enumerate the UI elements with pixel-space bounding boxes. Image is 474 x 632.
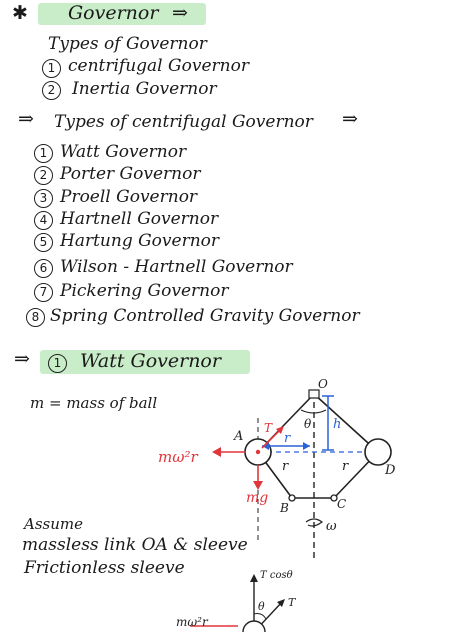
label-c: C [337, 497, 347, 511]
joint-b [289, 495, 295, 501]
label-r-left: r [282, 459, 289, 474]
centrifugal-item-6: Wilson - Hartnell Governor [60, 257, 293, 277]
label-b: B [280, 501, 289, 515]
centrifugal-num-7: 7 [34, 283, 53, 302]
centrifugal-num-6: 6 [34, 259, 53, 278]
types-item-1: centrifugal Governor [68, 56, 249, 76]
assume-line-1: massless link OA & sleeve [22, 535, 248, 555]
label-h: h [333, 417, 342, 432]
fbd-label-t: T [288, 596, 296, 609]
label-r-right: r [342, 459, 349, 474]
fbd-label-partial: mω²r [176, 615, 208, 629]
label-d: D [385, 463, 396, 478]
centrifugal-num-2: 2 [34, 166, 53, 185]
centrifugal-num-5: 5 [34, 233, 53, 252]
centrifugal-item-1: Watt Governor [60, 142, 187, 162]
centrifugal-heading: Types of centrifugal Governor [54, 112, 313, 132]
centrifugal-item-5: Hartung Governor [60, 231, 220, 251]
centrifugal-item-8: Spring Controlled Gravity Governor [50, 306, 360, 326]
label-weight: mg [246, 490, 269, 506]
fbd-ball [243, 621, 265, 632]
types-item-2: Inertia Governor [72, 79, 217, 99]
label-t: T [264, 421, 273, 435]
centrifugal-lead-arrow: ⇒ [18, 108, 34, 130]
label-theta: θ [304, 417, 312, 431]
mass-note: m = mass of ball [30, 394, 158, 412]
types-num-1: 1 [42, 59, 61, 78]
watt-title: Watt Governor [80, 350, 221, 372]
types-num-2: 2 [42, 81, 61, 100]
theta-arc [301, 410, 326, 413]
centrifugal-num-1: 1 [34, 144, 53, 163]
centrifugal-item-4: Hartnell Governor [60, 209, 219, 229]
title-arrow: ⇒ [172, 2, 188, 24]
label-force: mω²r [158, 448, 198, 466]
watt-arrow: ⇒ [14, 348, 30, 370]
label-omega: ω [326, 519, 337, 534]
assume-heading: Assume [24, 515, 83, 533]
ball-a-centre [256, 450, 260, 454]
page-title: Governor [68, 2, 159, 24]
assume-line-2: Frictionless sleeve [24, 558, 185, 578]
pivot-o [309, 390, 319, 398]
centrifugal-num-8: 8 [26, 308, 45, 327]
ball-d [365, 439, 391, 465]
label-a: A [234, 429, 244, 444]
centrifugal-num-4: 4 [34, 211, 53, 230]
fbd-label-theta: θ [258, 600, 265, 613]
centrifugal-item-7: Pickering Governor [60, 281, 229, 301]
watt-num: 1 [48, 354, 67, 373]
centrifugal-num-3: 3 [34, 189, 53, 208]
fbd-label-tcos: T cosθ [260, 570, 293, 581]
label-r-upper: r [284, 431, 291, 446]
fbd-arc [254, 614, 266, 619]
centrifugal-item-3: Proell Governor [60, 187, 198, 207]
title-star: ✱ [12, 2, 28, 24]
types-heading: Types of Governor [48, 34, 207, 54]
centrifugal-item-2: Porter Governor [60, 164, 201, 184]
centrifugal-trail-arrow: ⇒ [342, 108, 358, 130]
label-o: O [318, 377, 328, 391]
